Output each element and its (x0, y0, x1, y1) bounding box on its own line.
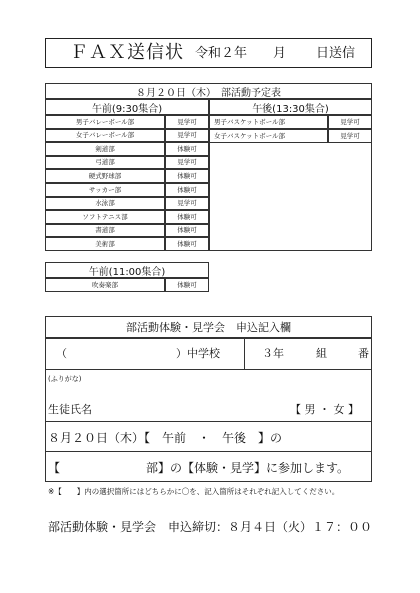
status-cell: 見学可 (328, 129, 372, 143)
status-cell: 体験可 (165, 237, 209, 251)
club-name-cell: サッカー部 (45, 183, 165, 197)
status-cell: 体験可 (165, 278, 209, 292)
form-title: 部活動体験・見学会 申込記入欄 (45, 316, 372, 338)
club-name-cell: 女子バスケットボール部 (209, 129, 328, 143)
club-name-cell: 水泳部 (45, 197, 165, 211)
schedule-title: ８月２０日（木） 部活動予定表 (45, 83, 372, 99)
status-cell: 体験可 (165, 169, 209, 183)
club-name-cell: 剣道部 (45, 142, 165, 156)
club-name-cell: ソフトテニス部 (45, 210, 165, 224)
furigana-label: (ふりがな) (48, 375, 82, 383)
afternoon-blank-area (209, 143, 372, 251)
extra-header: 午前(11:00集合) (45, 262, 209, 278)
number-label[interactable]: 番 (358, 347, 369, 360)
status-cell: 体験可 (165, 142, 209, 156)
status-cell: 見学可 (165, 197, 209, 211)
school-open-paren: （ (56, 347, 67, 360)
club-name-cell: 男子バスケットボール部 (209, 115, 328, 129)
club-name-cell: 書道部 (45, 224, 165, 238)
day-sent-label: 日送信 (316, 46, 356, 61)
club-name-cell: 吹奏楽部 (45, 278, 165, 292)
status-cell: 見学可 (165, 115, 209, 129)
club-name-cell: 女子バレーボール部 (45, 129, 165, 143)
gender-select[interactable]: 【 男 ・ 女 】 (290, 403, 359, 416)
class-label[interactable]: 組 (316, 347, 327, 360)
grade-label: ３年 (262, 347, 284, 360)
fax-title: ＦＡＸ送信状 (70, 42, 184, 63)
school-name-label[interactable]: ）中学校 (176, 347, 220, 360)
deadline-text: 部活動体験・見学会 申込締切：８月４日（火）１７：００ (48, 520, 373, 534)
school-divider (244, 338, 245, 370)
status-cell: 体験可 (165, 224, 209, 238)
status-cell: 見学可 (328, 115, 372, 129)
club-name-cell: 男子バレーボール部 (45, 115, 165, 129)
status-cell: 見学可 (165, 156, 209, 170)
afternoon-header: 午後(13:30集合) (209, 99, 372, 115)
morning-header: 午前(9:30集合) (45, 99, 209, 115)
month-label: 月 (273, 46, 287, 61)
student-name-label[interactable]: 生徒氏名 (48, 403, 92, 416)
join-open-bracket[interactable]: 【 (48, 461, 61, 475)
status-cell: 見学可 (165, 129, 209, 143)
date-line[interactable]: ８月２０日（木）【 午前 ・ 午後 】の (48, 431, 283, 445)
club-name-cell: 硬式野球部 (45, 169, 165, 183)
note-text: ※【 】内の選択箇所にはどちらかに〇を、記入箇所はそれぞれ記入してください。 (48, 487, 340, 496)
club-name-cell: 弓道部 (45, 156, 165, 170)
join-line[interactable]: 部】の【体験・見学】に参加します。 (146, 461, 350, 475)
era-year: 令和２年 (195, 46, 248, 61)
status-cell: 体験可 (165, 210, 209, 224)
club-name-cell: 美術部 (45, 237, 165, 251)
status-cell: 体験可 (165, 183, 209, 197)
